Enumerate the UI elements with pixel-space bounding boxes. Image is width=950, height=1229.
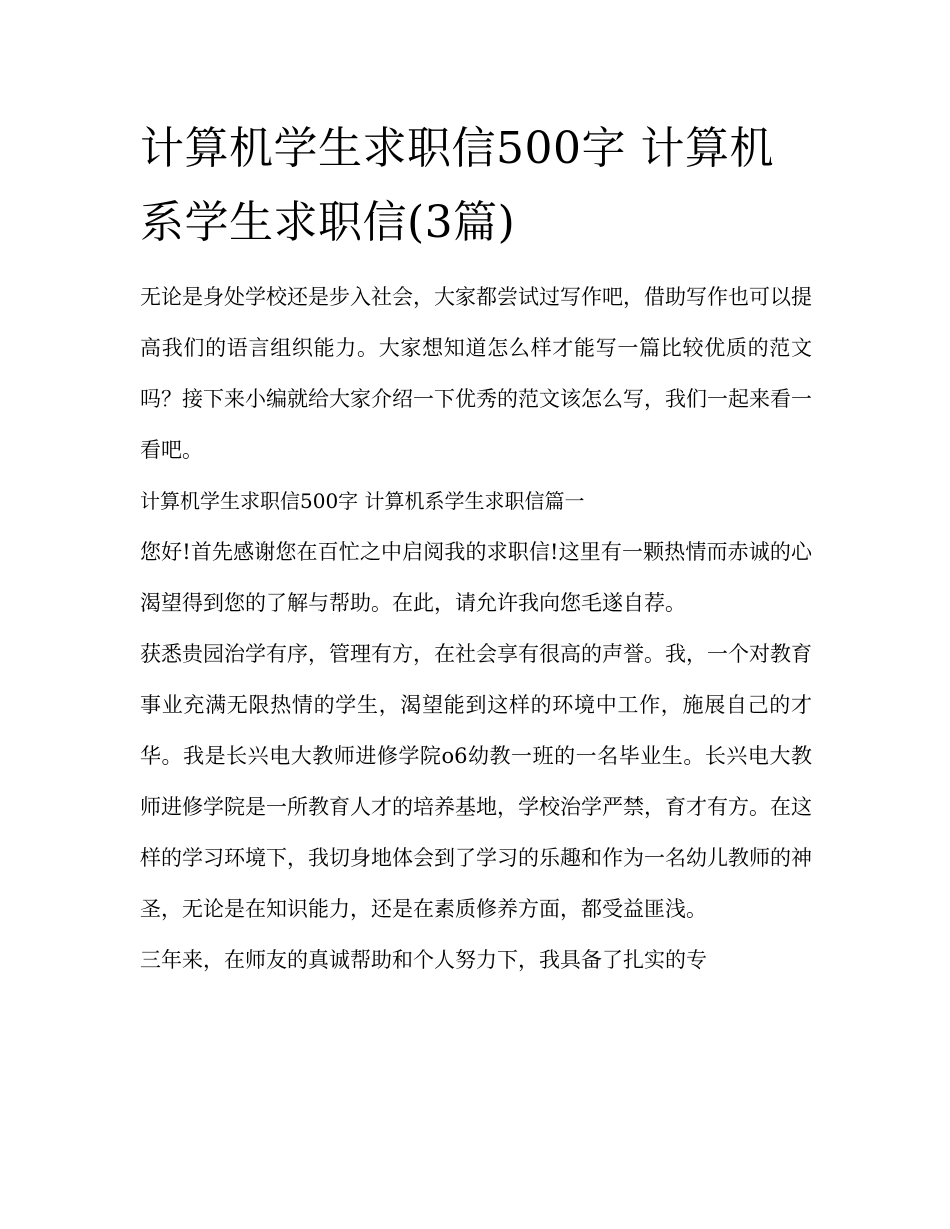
section-heading: 计算机学生求职信500字 计算机系学生求职信篇一 (140, 489, 585, 513)
body-paragraph: 获悉贵园治学有序，管理有方，在社会享有很高的声誉。我，一个对教育事业充满无限热情的学生，渴望能到这样的环境中工作，施展自己的才华。我是长兴电大教师进修学院o6幼教一班的一名毕业生。长兴电大教师进修学院是一所教育人才的培养基地，学校治学严禁，育才有方。在这样的学习环境下，我切身地体会到了学习的乐趣和作为一名幼儿教师的神圣，无论是在知识能力，还是在素质修养方面，都受益匪浅。 (140, 642, 812, 921)
intro-paragraph: 无论是身处学校还是步入社会，大家都尝试过写作吧，借助写作也可以提高我们的语言组织能力。大家想知道怎么样才能写一篇比较优质的范文吗？接下来小编就给大家介绍一下优秀的范文该怎么写，我们一起来看一看吧。 (140, 285, 812, 462)
body-paragraph: 您好!首先感谢您在百忙之中启阅我的求职信!这里有一颗热情而赤诚的心渴望得到您的了解与帮助。在此，请允许我向您毛遂自荐。 (140, 540, 812, 615)
body-paragraph: 三年来，在师友的真诚帮助和个人努力下，我具备了扎实的专 (140, 948, 707, 972)
document-body (140, 112, 812, 986)
document-title: 计算机学生求职信500字 计算机系学生求职信(3篇) (140, 123, 774, 248)
